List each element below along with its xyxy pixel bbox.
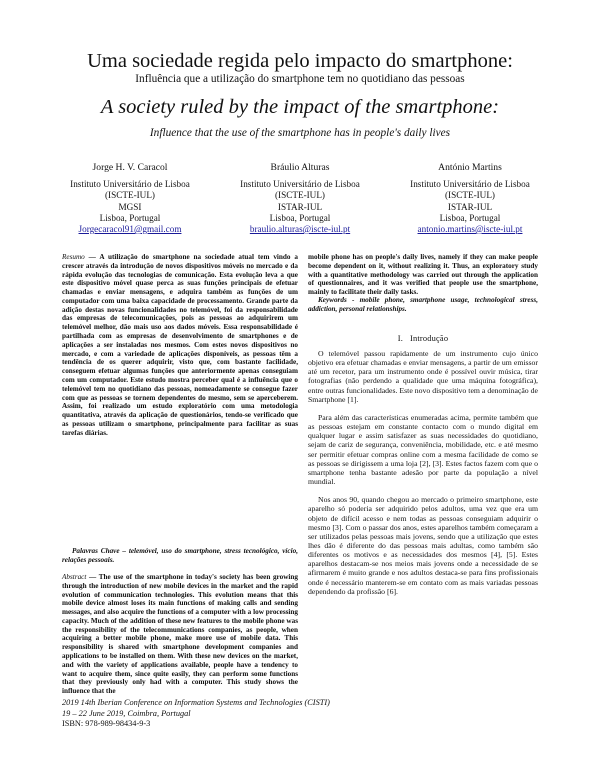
author-location: Lisboa, Portugal (99, 212, 161, 223)
author-affiliation: Instituto Universitário de Lisboa (240, 179, 360, 190)
abstract-dash: — (86, 573, 99, 581)
author-block (40, 162, 220, 235)
intro-paragraph: Nos anos 90, quando chegou ao mercado o primeiro smartphone, este aparelho só poderia ser adquirido pelos adultos, uma vez que era um objeto de difícil acesso e nem todas as pessoas conseguiam adquirir o mesmo [3]. Com o passar dos anos, estes aparelhos também começaram a ser utilizados pelas pessoas mais jovens, sendo que a utilização que estes lhes dão é diferente do das pessoas mais adultas, como também são diferentes os motivos e as necessidades dos mesmos [4], [5]. Estes aparelhos destacam-se nos meios mais jovens onde a necessidade de se afirmarem é muito grande e nos adultos destaca-se para fins profissionais onde é necessário manterem-se em contato com as mais variadas pessoas dependendo da profissão [6]. (308, 495, 538, 596)
resumo-dash: — (84, 253, 100, 261)
author-name: Bráulio Alturas (270, 162, 330, 173)
author-block (210, 162, 390, 235)
keywords-text: - mobile phone, smartphone usage, technological stress, addiction, personal relationships. (308, 296, 538, 313)
keywords-label: Keywords (318, 296, 347, 304)
author-name: António Martins (438, 162, 502, 173)
author-affiliation: (ISCTE-IUL) (274, 190, 325, 201)
author-location: Lisboa, Portugal (439, 212, 501, 223)
author-affiliation: Instituto Universitário de Lisboa (70, 179, 190, 190)
author-affiliation: ISTAR-IUL (447, 201, 493, 212)
resumo-text: A utilização do smartphone na sociedade atual tem vindo a crescer através da introdução de novos dispositivos móveis no mercado e da rápida evolução das tecnologias de comunicação. Esta evolução leva a que este dispositivo móvel quase perca as suas funções principais de efetuar chamadas e enviar mensagens, e adquira também as funções de um computador com uma baixa capacidade de processamento. Grande parte da adição destas novas funcionalidades no telemóvel, foi da responsabilidade das empresas de telecomunicações, pois as pessoas ao adquirirem um telemóvel melhor, dão mais uso aos dados móveis. Essa responsabilidade é partilhada com as empresas de desenvolvimento de smartphones e de aplicações a ser instaladas nos mesmos. Com estes novos dispositivos no mercado, e com a variedade de aplicações disponíveis, as pessoas têm a tendência de os querer adquirir, visto que, com bastante facilidade, conseguem efetuar algumas funções que anteriormente apenas conseguiam com um computador. Este estudo mostra perceber qual é a influência que o telemóvel tem no quotidiano das pessoas, nomeadamente se consegue fazer com que as pessoas se tornem dependentes do mesmo, sem se aperceberem. Assim, foi realizado um estudo exploratório com uma metodologia quantitativa, através da aplicação de questionários, tendo-se verificado que as pessoas utilizam o smartphone, principalmente para facilitar as suas tarefas diárias. (62, 253, 298, 437)
abstract-label: Abstract (62, 573, 87, 581)
abstract-section (62, 573, 298, 696)
abstract-continuation: mobile phone has on people's daily lives, namely if they can make people become dependent on it, without realizing it. Thus, an exploratory study with a quantitative methodology was carried out through the application of questionnaires, and it was verified that people use the smartphone, mainly to facilitate their daily tasks. (308, 253, 538, 297)
resumo-section (62, 253, 298, 437)
author-affiliation: (ISCTE-IUL) (444, 190, 495, 201)
paper-title-en: A society ruled by the impact of the smartphone: (100, 96, 500, 118)
intro-body (308, 349, 538, 596)
palavras-chave-label: Palavras Chave (72, 547, 120, 555)
author-affiliation: MGSI (118, 201, 142, 212)
paper-subtitle-en: Influence that the use of the smartphone has in people's daily lives (149, 127, 451, 139)
author-affiliation: ISTAR-IUL (277, 201, 323, 212)
paper-subtitle-pt: Influência que a utilização do smartphone tem no quotidiano das pessoas (135, 73, 465, 85)
author-affiliation: (ISCTE-IUL) (104, 190, 155, 201)
conference-name: 2019 14th Iberian Conference on Information Systems and Technologies (CISTI) (62, 698, 330, 707)
author-location: Lisboa, Portugal (269, 212, 331, 223)
intro-paragraph: O telemóvel passou rapidamente de um instrumento cujo único objetivo era efetuar chamadas e enviar mensagens, a partir de um emissor até um recetor, para um instrumento onde é possível ouvir música, tirar fotografias (não perdendo a qualidade que uma máquina fotográfica), entre outras funcionalidades. Este novo dispositivo tem a denominação de Smartphone [1]. (308, 349, 538, 404)
author-name: Jorge H. V. Caracol (92, 162, 168, 173)
author-affiliation: Instituto Universitário de Lisboa (410, 179, 530, 190)
section-number: I. (397, 334, 404, 343)
section-title: Introdução (409, 334, 449, 343)
author-block (380, 162, 560, 235)
intro-paragraph: Para além das características enumeradas acima, permite também que as pessoas estejam em constante contacto com o mundo digital em qualquer lugar e assim satisfazer as suas necessidades do quotidiano, sejam de cariz de segurança, conveniência, mobilidade, etc. e até mesmo ser permitir efetuar compras online com a mesma facilidade de como se as pessoas se dirigissem a uma loja [2], [3]. Estes factos fazem com que o smartphone tenha bastante adesão por parte da população a nível mundial. (308, 412, 538, 487)
paper-title-pt: Uma sociedade regida pelo impacto do smartphone: (87, 50, 513, 72)
section-heading (308, 334, 538, 343)
conference-dates: 19 – 22 June 2019, Coimbra, Portugal (62, 708, 191, 718)
author-email-link[interactable]: Jorgecaracol91@gmail.com (78, 224, 182, 235)
keywords (308, 296, 538, 314)
author-email-link[interactable]: braulio.alturas@iscte-iul.pt (249, 224, 351, 235)
palavras-chave (62, 547, 298, 565)
palavras-chave-text: – telemóvel, uso do smartphone, stress tecnológico, vício, relações pessoais. (62, 547, 299, 564)
author-email-link[interactable]: antonio.martins@iscte-iul.pt (417, 224, 523, 235)
isbn: ISBN: 978-989-98434-9-3 (62, 719, 151, 729)
resumo-label: Resumo (62, 253, 85, 261)
conference-footer (62, 698, 362, 730)
abstract-text: The use of the smartphone in today's society has been growing through the introduction of new mobile devices in the market and the rapid evolution of communication technologies. This evolution means that this mobile device almost loses its main functions of making calls and sending messages, and also acquire the functions of a computer with a low processing capacity. Much of the addition of these new features to the mobile phone was the responsibility of the telecommunications companies, as people, when acquiring a better mobile phone, make more use of mobile data. This responsibility is shared with smartphone development companies and applications to be installed on them. With these new devices on the market, and with the variety of applications available, people have a tendency to want to acquire them, since quite easily, they can perform some functions that they previously only had with a computer. This study shows the influence that the (62, 573, 298, 696)
